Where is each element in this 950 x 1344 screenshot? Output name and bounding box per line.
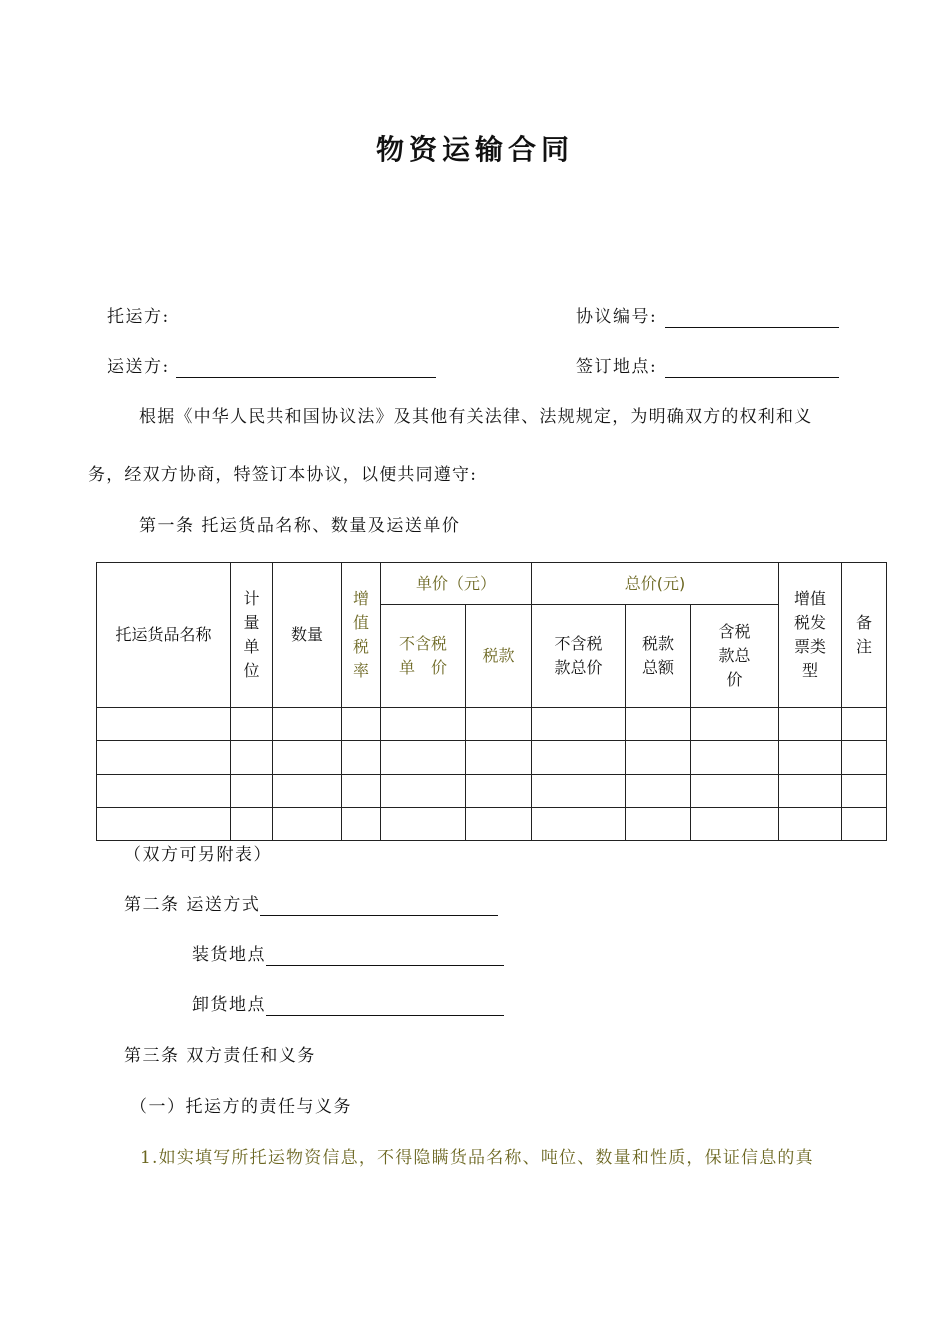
preamble-line-2: 务，经双方协商，特签订本协议，以便共同遵守: [88,465,478,485]
table-cell[interactable] [626,774,691,807]
header-tax: 税款 [466,605,532,708]
unloading-place-blank[interactable] [266,997,504,1016]
table-cell[interactable] [779,741,842,774]
table-cell[interactable] [691,741,779,774]
transport-method-field [124,894,498,916]
agreement-no-blank[interactable] [665,309,839,328]
table-cell[interactable] [691,807,779,840]
table-cell[interactable] [532,708,626,741]
unloading-place-field [192,994,504,1016]
table-cell[interactable] [231,708,273,741]
loading-place-label: 装货地点 [192,945,266,965]
table-cell[interactable] [342,774,381,807]
table-cell[interactable] [842,774,887,807]
header-total-excl-tax: 不含税款总价 [532,605,626,708]
table-cell[interactable] [97,708,231,741]
header-total-price-group: 总价(元) [532,563,779,605]
table-cell[interactable] [97,741,231,774]
consignor-label: 托运方: [107,307,170,327]
table-cell[interactable] [842,807,887,840]
table-cell[interactable] [532,741,626,774]
document-title: 物资运输合同 [375,133,574,166]
table-cell[interactable] [97,807,231,840]
table-cell[interactable] [779,807,842,840]
header-unit-price-group: 单价（元） [381,563,532,605]
header-goods-name: 托运货品名称 [97,563,231,708]
article-1-heading: 第一条 托运货品名称、数量及运送单价 [139,516,461,536]
table-cell[interactable] [842,741,887,774]
table-cell[interactable] [691,774,779,807]
table-row [97,708,887,741]
table-cell[interactable] [779,774,842,807]
table-cell[interactable] [626,807,691,840]
consignor-field [107,306,170,328]
header-tax-total: 税款总额 [626,605,691,708]
table-cell[interactable] [231,807,273,840]
unloading-place-label: 卸货地点 [192,995,266,1015]
table-row [97,774,887,807]
table-cell[interactable] [97,774,231,807]
transport-method-blank[interactable] [260,897,498,916]
table-cell[interactable] [626,741,691,774]
table-cell[interactable] [466,774,532,807]
carrier-blank[interactable] [176,359,436,378]
carrier-field [107,356,436,378]
table-cell[interactable] [381,807,466,840]
table-cell[interactable] [231,741,273,774]
table-cell[interactable] [342,741,381,774]
table-note: （双方可另附表） [124,845,272,865]
consignor-duties-heading: （一）托运方的责任与义务 [130,1097,352,1117]
table-cell[interactable] [532,774,626,807]
header-invoice-type: 增值税发票类型 [779,563,842,708]
header-vat-rate: 增值税率 [342,563,381,708]
table-cell[interactable] [381,774,466,807]
table-cell[interactable] [626,708,691,741]
table-cell[interactable] [466,807,532,840]
table-cell[interactable] [842,708,887,741]
table-cell[interactable] [532,807,626,840]
table-cell[interactable] [342,807,381,840]
table-cell[interactable] [342,708,381,741]
header-remark: 备注 [842,563,887,708]
sign-place-blank[interactable] [665,359,839,378]
article-3-heading: 第三条 双方责任和义务 [124,1046,316,1066]
table-row [97,741,887,774]
header-unit-price-excl-tax: 不含税单 价 [381,605,466,708]
table-cell[interactable] [273,807,342,840]
table-cell[interactable] [779,708,842,741]
table-cell[interactable] [381,708,466,741]
table-cell[interactable] [381,741,466,774]
table-cell[interactable] [691,708,779,741]
table-cell[interactable] [231,774,273,807]
duty-item-1: 1.如实填写所托运物资信息，不得隐瞒货品名称、吨位、数量和性质，保证信息的真 [140,1148,814,1168]
table-row [97,807,887,840]
table-cell[interactable] [466,708,532,741]
sign-place-field [576,356,839,378]
goods-table [96,562,887,841]
table-cell[interactable] [466,741,532,774]
table-cell[interactable] [273,774,342,807]
header-unit: 计量单位 [231,563,273,708]
table-cell[interactable] [273,708,342,741]
preamble-line-1: 根据《中华人民共和国协议法》及其他有关法律、法规规定，为明确双方的权利和义 [139,407,813,427]
article-2-heading: 第二条 运送方式 [124,895,261,915]
table-cell[interactable] [273,741,342,774]
loading-place-field [192,944,504,966]
header-total-incl-tax: 含税款总价 [691,605,779,708]
header-quantity: 数量 [273,563,342,708]
carrier-label: 运送方: [107,357,170,377]
agreement-no-field [576,306,839,328]
loading-place-blank[interactable] [266,947,504,966]
agreement-no-label: 协议编号: [576,307,658,327]
sign-place-label: 签订地点: [576,357,658,377]
